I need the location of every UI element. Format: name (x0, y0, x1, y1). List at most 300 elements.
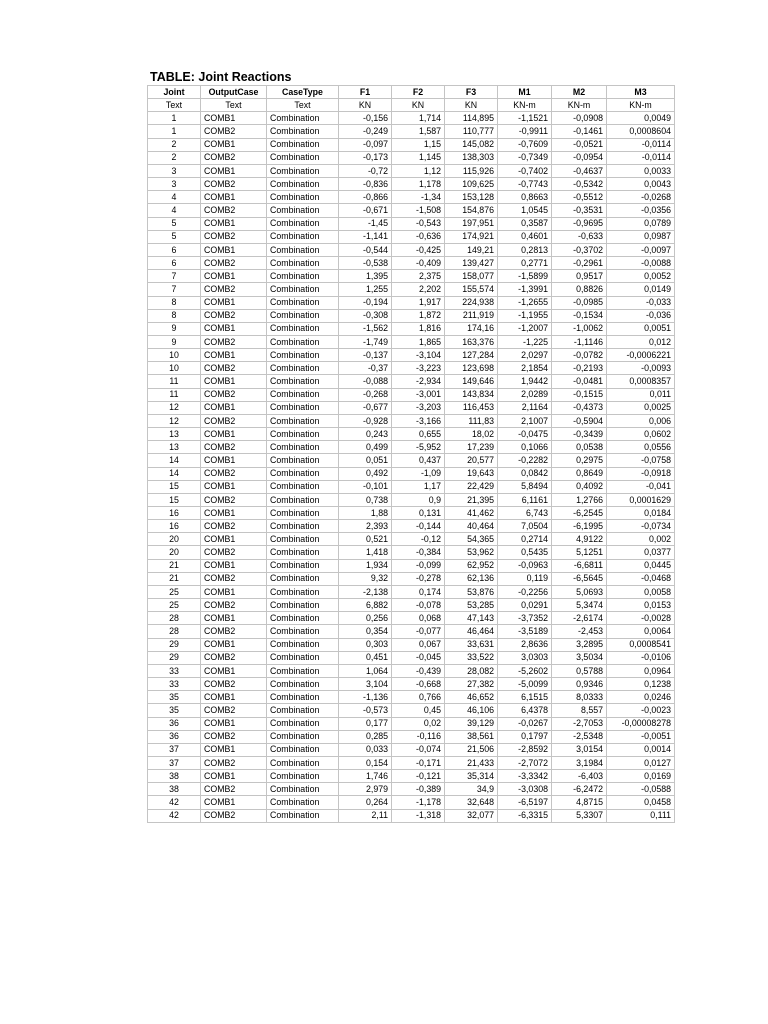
table-row (148, 191, 675, 204)
table-row (148, 480, 675, 493)
cell-m3: 0,0127 (607, 756, 675, 769)
table-row (148, 164, 675, 177)
cell-m3: 0,0184 (607, 507, 675, 520)
table-row (148, 414, 675, 427)
cell-outputcase: COMB1 (201, 743, 267, 756)
table-row (148, 243, 675, 256)
cell-outputcase: COMB1 (201, 138, 267, 151)
cell-outputcase: COMB2 (201, 125, 267, 138)
table-row (148, 638, 675, 651)
table-row (148, 520, 675, 533)
cell-casetype: Combination (267, 480, 339, 493)
cell-m3: 0,1238 (607, 678, 675, 691)
cell-m3: -0,033 (607, 296, 675, 309)
cell-f1: -0,249 (339, 125, 392, 138)
table-row (148, 691, 675, 704)
cell-joint: 21 (148, 559, 201, 572)
cell-m3: -0,00008278 (607, 717, 675, 730)
cell-m3: 0,0052 (607, 270, 675, 283)
cell-casetype: Combination (267, 309, 339, 322)
cell-m2: -0,9695 (552, 217, 607, 230)
cell-m2: 3,1984 (552, 756, 607, 769)
cell-joint: 14 (148, 467, 201, 480)
cell-joint: 10 (148, 362, 201, 375)
cell-joint: 3 (148, 178, 201, 191)
header-joint: Joint (148, 86, 201, 99)
cell-casetype: Combination (267, 743, 339, 756)
cell-f1: -0,671 (339, 204, 392, 217)
cell-m1: 0,1797 (498, 730, 552, 743)
cell-joint: 29 (148, 638, 201, 651)
cell-f3: 224,938 (445, 296, 498, 309)
cell-f2: 0,131 (392, 507, 445, 520)
cell-m1: 5,8494 (498, 480, 552, 493)
cell-outputcase: COMB1 (201, 191, 267, 204)
cell-f2: 2,375 (392, 270, 445, 283)
cell-m2: -2,6174 (552, 612, 607, 625)
cell-casetype: Combination (267, 756, 339, 769)
table-row (148, 625, 675, 638)
cell-m1: 0,0291 (498, 599, 552, 612)
cell-outputcase: COMB2 (201, 283, 267, 296)
cell-f1: -0,544 (339, 243, 392, 256)
cell-f3: 143,834 (445, 388, 498, 401)
cell-m2: 0,8826 (552, 283, 607, 296)
cell-f3: 139,427 (445, 257, 498, 270)
cell-f2: -0,425 (392, 243, 445, 256)
table-row (148, 335, 675, 348)
cell-casetype: Combination (267, 770, 339, 783)
cell-m1: -1,2655 (498, 296, 552, 309)
cell-f3: 28,082 (445, 664, 498, 677)
cell-outputcase: COMB1 (201, 507, 267, 520)
cell-f2: -0,077 (392, 625, 445, 638)
cell-m1: 0,2813 (498, 243, 552, 256)
cell-m2: -0,0954 (552, 151, 607, 164)
cell-m1: -2,7072 (498, 756, 552, 769)
cell-f3: 46,106 (445, 704, 498, 717)
table-row (148, 217, 675, 230)
cell-m3: -0,0114 (607, 151, 675, 164)
cell-m1: -3,3342 (498, 770, 552, 783)
cell-f2: 0,068 (392, 612, 445, 625)
cell-f2: 0,45 (392, 704, 445, 717)
cell-f1: 1,88 (339, 507, 392, 520)
cell-joint: 37 (148, 743, 201, 756)
unit-outputcase: Text (201, 99, 267, 112)
cell-outputcase: COMB2 (201, 783, 267, 796)
cell-f1: 0,264 (339, 796, 392, 809)
cell-m3: -0,0468 (607, 572, 675, 585)
table-row (148, 533, 675, 546)
cell-m1: -0,0963 (498, 559, 552, 572)
cell-outputcase: COMB2 (201, 704, 267, 717)
cell-f1: -0,173 (339, 151, 392, 164)
cell-f3: 145,082 (445, 138, 498, 151)
cell-m3: 0,0043 (607, 178, 675, 191)
cell-f1: -0,156 (339, 112, 392, 125)
cell-m3: 0,0051 (607, 322, 675, 335)
table-row (148, 230, 675, 243)
cell-f3: 123,698 (445, 362, 498, 375)
cell-outputcase: COMB2 (201, 572, 267, 585)
cell-f2: -0,668 (392, 678, 445, 691)
cell-m2: -0,1534 (552, 309, 607, 322)
cell-m3: -0,0918 (607, 467, 675, 480)
cell-m2: -1,1146 (552, 335, 607, 348)
units-row (148, 99, 675, 112)
cell-casetype: Combination (267, 559, 339, 572)
cell-m1: -0,0475 (498, 428, 552, 441)
cell-joint: 42 (148, 809, 201, 822)
cell-outputcase: COMB2 (201, 309, 267, 322)
cell-casetype: Combination (267, 809, 339, 822)
cell-f3: 111,83 (445, 414, 498, 427)
cell-outputcase: COMB1 (201, 401, 267, 414)
cell-m1: -1,1521 (498, 112, 552, 125)
table-row (148, 546, 675, 559)
cell-m2: -0,5512 (552, 191, 607, 204)
cell-f2: 0,766 (392, 691, 445, 704)
cell-f2: -0,389 (392, 783, 445, 796)
cell-m3: 0,0987 (607, 230, 675, 243)
cell-m3: 0,002 (607, 533, 675, 546)
cell-m2: 4,8715 (552, 796, 607, 809)
cell-casetype: Combination (267, 414, 339, 427)
cell-m2: -0,0908 (552, 112, 607, 125)
cell-outputcase: COMB2 (201, 730, 267, 743)
header-m3: M3 (607, 86, 675, 99)
cell-joint: 4 (148, 191, 201, 204)
table-row (148, 678, 675, 691)
cell-f3: 35,314 (445, 770, 498, 783)
cell-f1: 3,104 (339, 678, 392, 691)
cell-m3: 0,0049 (607, 112, 675, 125)
cell-f3: 127,284 (445, 349, 498, 362)
cell-f2: -0,045 (392, 651, 445, 664)
cell-f1: 0,521 (339, 533, 392, 546)
unit-f2: KN (392, 99, 445, 112)
cell-m2: 0,8649 (552, 467, 607, 480)
cell-m1: 3,0303 (498, 651, 552, 664)
cell-m1: 2,8636 (498, 638, 552, 651)
cell-f2: -0,543 (392, 217, 445, 230)
cell-f3: 174,921 (445, 230, 498, 243)
cell-m1: 6,4378 (498, 704, 552, 717)
cell-f2: -3,104 (392, 349, 445, 362)
cell-m1: -1,1955 (498, 309, 552, 322)
cell-f1: 0,738 (339, 493, 392, 506)
cell-joint: 20 (148, 546, 201, 559)
cell-joint: 38 (148, 770, 201, 783)
cell-f1: -0,308 (339, 309, 392, 322)
cell-outputcase: COMB2 (201, 151, 267, 164)
cell-f3: 114,895 (445, 112, 498, 125)
cell-m2: -2,7053 (552, 717, 607, 730)
cell-f3: 39,129 (445, 717, 498, 730)
cell-m3: -0,0097 (607, 243, 675, 256)
cell-joint: 3 (148, 164, 201, 177)
cell-f2: 1,714 (392, 112, 445, 125)
cell-casetype: Combination (267, 257, 339, 270)
cell-m2: -2,5348 (552, 730, 607, 743)
cell-m1: -0,2256 (498, 585, 552, 598)
cell-f3: 53,962 (445, 546, 498, 559)
cell-m2: -0,3531 (552, 204, 607, 217)
cell-joint: 12 (148, 401, 201, 414)
cell-f3: 17,239 (445, 441, 498, 454)
cell-m3: 0,0377 (607, 546, 675, 559)
cell-m3: -0,0356 (607, 204, 675, 217)
cell-m1: -3,0308 (498, 783, 552, 796)
cell-f3: 54,365 (445, 533, 498, 546)
cell-casetype: Combination (267, 520, 339, 533)
cell-f1: -0,538 (339, 257, 392, 270)
table-row (148, 743, 675, 756)
table-row (148, 283, 675, 296)
cell-joint: 7 (148, 283, 201, 296)
cell-f1: 0,033 (339, 743, 392, 756)
cell-f3: 21,433 (445, 756, 498, 769)
cell-m1: 0,3587 (498, 217, 552, 230)
table-row (148, 375, 675, 388)
cell-casetype: Combination (267, 493, 339, 506)
header-f3: F3 (445, 86, 498, 99)
cell-m2: 0,9517 (552, 270, 607, 283)
cell-joint: 33 (148, 664, 201, 677)
cell-casetype: Combination (267, 664, 339, 677)
unit-f3: KN (445, 99, 498, 112)
cell-m1: -3,7352 (498, 612, 552, 625)
table-row (148, 730, 675, 743)
cell-f3: 22,429 (445, 480, 498, 493)
cell-m3: 0,0458 (607, 796, 675, 809)
cell-m3: 0,0008541 (607, 638, 675, 651)
header-row (148, 86, 675, 99)
cell-m1: 7,0504 (498, 520, 552, 533)
cell-f2: -0,12 (392, 533, 445, 546)
cell-m1: -3,5189 (498, 625, 552, 638)
cell-joint: 2 (148, 151, 201, 164)
cell-m1: -2,8592 (498, 743, 552, 756)
cell-f3: 149,646 (445, 375, 498, 388)
cell-outputcase: COMB1 (201, 349, 267, 362)
cell-m1: 0,119 (498, 572, 552, 585)
cell-casetype: Combination (267, 349, 339, 362)
cell-f2: 2,202 (392, 283, 445, 296)
cell-f1: -0,137 (339, 349, 392, 362)
cell-f1: -1,562 (339, 322, 392, 335)
cell-f2: -0,439 (392, 664, 445, 677)
cell-m2: -6,6811 (552, 559, 607, 572)
cell-f1: 0,051 (339, 454, 392, 467)
cell-f2: -1,508 (392, 204, 445, 217)
joint-reactions-table (147, 85, 675, 823)
cell-casetype: Combination (267, 217, 339, 230)
cell-joint: 37 (148, 756, 201, 769)
cell-casetype: Combination (267, 230, 339, 243)
cell-casetype: Combination (267, 191, 339, 204)
cell-f1: 2,11 (339, 809, 392, 822)
cell-m1: 6,1515 (498, 691, 552, 704)
cell-f3: 21,506 (445, 743, 498, 756)
cell-joint: 42 (148, 796, 201, 809)
cell-outputcase: COMB1 (201, 243, 267, 256)
cell-m1: 1,0545 (498, 204, 552, 217)
table-row (148, 362, 675, 375)
cell-outputcase: COMB1 (201, 217, 267, 230)
cell-f3: 154,876 (445, 204, 498, 217)
cell-casetype: Combination (267, 243, 339, 256)
table-row (148, 612, 675, 625)
cell-casetype: Combination (267, 625, 339, 638)
table-row (148, 388, 675, 401)
cell-f3: 110,777 (445, 125, 498, 138)
table-row (148, 309, 675, 322)
cell-outputcase: COMB1 (201, 428, 267, 441)
cell-m1: -0,7743 (498, 178, 552, 191)
cell-f2: -0,074 (392, 743, 445, 756)
cell-f2: 1,145 (392, 151, 445, 164)
cell-m3: 0,006 (607, 414, 675, 427)
cell-outputcase: COMB1 (201, 796, 267, 809)
cell-f3: 138,303 (445, 151, 498, 164)
cell-outputcase: COMB2 (201, 335, 267, 348)
table-row (148, 717, 675, 730)
cell-m1: -1,5899 (498, 270, 552, 283)
cell-outputcase: COMB2 (201, 362, 267, 375)
cell-casetype: Combination (267, 138, 339, 151)
cell-f1: 6,882 (339, 599, 392, 612)
cell-f1: 0,243 (339, 428, 392, 441)
cell-m1: 6,1161 (498, 493, 552, 506)
table-row (148, 257, 675, 270)
cell-f2: -3,166 (392, 414, 445, 427)
cell-f2: 0,02 (392, 717, 445, 730)
cell-m1: 2,1854 (498, 362, 552, 375)
cell-m3: 0,0602 (607, 428, 675, 441)
cell-m1: -0,2282 (498, 454, 552, 467)
cell-joint: 9 (148, 335, 201, 348)
cell-m2: -0,2961 (552, 257, 607, 270)
cell-joint: 25 (148, 585, 201, 598)
cell-m1: -5,0099 (498, 678, 552, 691)
cell-m3: -0,036 (607, 309, 675, 322)
table-row (148, 756, 675, 769)
cell-outputcase: COMB2 (201, 493, 267, 506)
cell-casetype: Combination (267, 585, 339, 598)
table-row (148, 585, 675, 598)
cell-outputcase: COMB1 (201, 664, 267, 677)
table-row (148, 322, 675, 335)
cell-outputcase: COMB1 (201, 533, 267, 546)
cell-f3: 174,16 (445, 322, 498, 335)
cell-joint: 13 (148, 441, 201, 454)
cell-f3: 21,395 (445, 493, 498, 506)
cell-m2: -6,403 (552, 770, 607, 783)
cell-f3: 53,876 (445, 585, 498, 598)
cell-f3: 163,376 (445, 335, 498, 348)
cell-f1: -0,268 (339, 388, 392, 401)
cell-f3: 46,464 (445, 625, 498, 638)
cell-f3: 115,926 (445, 164, 498, 177)
table-row (148, 112, 675, 125)
cell-m1: 0,8663 (498, 191, 552, 204)
cell-f2: -0,116 (392, 730, 445, 743)
cell-m3: -0,0588 (607, 783, 675, 796)
cell-casetype: Combination (267, 454, 339, 467)
cell-m3: 0,011 (607, 388, 675, 401)
cell-joint: 12 (148, 414, 201, 427)
cell-m1: 1,9442 (498, 375, 552, 388)
cell-m3: -0,0268 (607, 191, 675, 204)
cell-f2: 1,17 (392, 480, 445, 493)
cell-m2: -2,453 (552, 625, 607, 638)
cell-outputcase: COMB2 (201, 651, 267, 664)
unit-casetype: Text (267, 99, 339, 112)
cell-outputcase: COMB1 (201, 454, 267, 467)
cell-m1: -0,7402 (498, 164, 552, 177)
unit-m2: KN-m (552, 99, 607, 112)
cell-f2: -0,144 (392, 520, 445, 533)
cell-m2: -1,0062 (552, 322, 607, 335)
cell-joint: 1 (148, 125, 201, 138)
cell-joint: 8 (148, 296, 201, 309)
cell-joint: 14 (148, 454, 201, 467)
cell-casetype: Combination (267, 796, 339, 809)
cell-f1: 2,979 (339, 783, 392, 796)
cell-outputcase: COMB2 (201, 520, 267, 533)
cell-casetype: Combination (267, 441, 339, 454)
cell-m3: 0,0246 (607, 691, 675, 704)
cell-f1: 0,492 (339, 467, 392, 480)
cell-f2: -2,934 (392, 375, 445, 388)
table-row (148, 270, 675, 283)
cell-casetype: Combination (267, 717, 339, 730)
cell-joint: 1 (148, 112, 201, 125)
cell-f1: -0,37 (339, 362, 392, 375)
cell-m2: -0,4373 (552, 401, 607, 414)
cell-m2: -0,5342 (552, 178, 607, 191)
cell-f2: -1,09 (392, 467, 445, 480)
cell-f1: 9,32 (339, 572, 392, 585)
cell-f1: 0,354 (339, 625, 392, 638)
cell-f3: 41,462 (445, 507, 498, 520)
cell-m2: 0,2975 (552, 454, 607, 467)
cell-f3: 149,21 (445, 243, 498, 256)
cell-f1: 1,746 (339, 770, 392, 783)
table-row (148, 138, 675, 151)
cell-m1: -1,225 (498, 335, 552, 348)
cell-f3: 153,128 (445, 191, 498, 204)
cell-f2: 1,816 (392, 322, 445, 335)
cell-m2: -0,0985 (552, 296, 607, 309)
cell-f3: 62,136 (445, 572, 498, 585)
cell-outputcase: COMB1 (201, 717, 267, 730)
cell-outputcase: COMB2 (201, 257, 267, 270)
cell-joint: 29 (148, 651, 201, 664)
cell-outputcase: COMB1 (201, 691, 267, 704)
cell-m3: 0,0064 (607, 625, 675, 638)
cell-m3: 0,0008604 (607, 125, 675, 138)
cell-f2: 0,9 (392, 493, 445, 506)
table-body (148, 86, 675, 823)
cell-m1: 0,4601 (498, 230, 552, 243)
cell-casetype: Combination (267, 638, 339, 651)
cell-outputcase: COMB1 (201, 112, 267, 125)
cell-f3: 116,453 (445, 401, 498, 414)
cell-outputcase: COMB1 (201, 480, 267, 493)
